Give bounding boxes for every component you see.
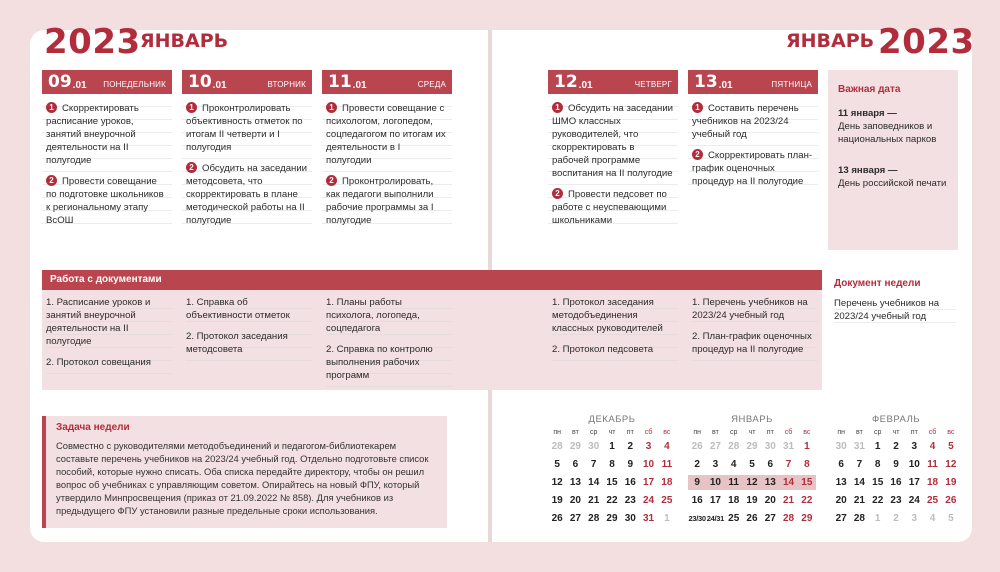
calendar-day: 7 [590, 459, 597, 470]
doc-item: 1. Перечень учебников на 2023/24 учебный год [692, 297, 808, 321]
weekday-label: вс [947, 429, 955, 436]
task-number-badge: 1 [692, 102, 703, 113]
calendar-day: 14 [779, 475, 797, 490]
weekday-label: сб [784, 429, 793, 436]
day-month: .01 [578, 80, 593, 91]
calendar-grid [548, 439, 676, 526]
day-header [42, 70, 172, 94]
task-text: Проконтролировать, как педагоги выполнили рабочие программы за I полугодие [326, 176, 434, 226]
task-item [692, 149, 814, 188]
calendar-day: 30 [764, 441, 776, 452]
doc-column [692, 296, 818, 364]
task-text: Обсудить на заседании ШМО классных руководителей, что скорректировать в рабочей программе воспитания на II полугодие [552, 103, 674, 179]
event-date: 13 января — [838, 165, 898, 176]
day-weekday: ЧЕТВЕРГ [634, 80, 672, 89]
calendar-day: 3 [911, 441, 918, 452]
day-body [42, 94, 172, 227]
doc-column [186, 296, 312, 364]
calendar-day: 7 [785, 459, 792, 470]
calendar-day: 19 [945, 477, 957, 488]
year-right: 2023 [878, 22, 975, 62]
calendar-day: 7 [856, 459, 863, 470]
weekday-label: сб [644, 429, 653, 436]
day-header [548, 70, 678, 94]
important-date-box [828, 70, 958, 250]
calendar-day: 23 [890, 495, 902, 506]
weekday-label: вт [856, 429, 863, 436]
calendar-day: 24 [908, 495, 920, 506]
calendar-day: 17 [709, 495, 721, 506]
weekday-label: вт [712, 429, 719, 436]
calendar-day: 16 [890, 477, 902, 488]
calendar-day: 25 [728, 513, 740, 524]
calendar-day: 8 [874, 459, 881, 470]
calendar-day: 20 [569, 495, 581, 506]
calendar-day: 22 [606, 495, 618, 506]
documents-section [42, 270, 822, 390]
calendar-day: 18 [728, 495, 740, 506]
calendar-day: 9 [627, 459, 634, 470]
calendar-grid [688, 439, 816, 526]
calendar-day: 2 [893, 441, 899, 452]
calendar-weekday-row [548, 429, 676, 436]
calendar-day: 3 [712, 459, 719, 470]
weekday-label: чт [892, 429, 900, 436]
day-weekday: ВТОРНИК [267, 80, 306, 89]
calendar-day: 6 [572, 459, 579, 470]
task-item [46, 175, 168, 227]
calendar-day: 16 [691, 495, 703, 506]
calendar-day: 16 [624, 477, 636, 488]
weekday-label: ср [590, 429, 598, 436]
calendar-day: 25 [927, 495, 939, 506]
task-item [46, 102, 168, 167]
calendar-month-name: ЯНВАРЬ [731, 414, 773, 425]
calendar-day: 23/30 [688, 514, 706, 523]
task-number-badge: 1 [552, 102, 563, 113]
calendar-day: 15 [798, 475, 816, 490]
calendar-day: 4 [730, 459, 737, 470]
weekday-label: пн [837, 429, 845, 436]
task-number-badge: 2 [326, 175, 337, 186]
calendar-day: 30 [835, 441, 847, 452]
calendar-day: 15 [872, 477, 884, 488]
calendar-day: 19 [746, 495, 758, 506]
calendar-day: 28 [853, 513, 865, 524]
day-column-mon [42, 70, 172, 235]
day-number: 10 [188, 72, 212, 92]
calendar-day: 2 [893, 513, 899, 524]
doc-item: 2. Протокол педсовета [552, 344, 654, 355]
event-date: 11 января — [838, 108, 897, 119]
doc-column [326, 296, 452, 390]
calendar-day: 27 [569, 513, 581, 524]
calendar-day: 5 [554, 459, 560, 470]
day-body [322, 94, 452, 227]
calendar-day: 6 [767, 459, 774, 470]
calendar-day: 22 [801, 495, 813, 506]
calendar-day: 2 [694, 459, 700, 470]
day-number: 13 [694, 72, 718, 92]
task-item [326, 102, 448, 167]
calendar-day: 27 [835, 513, 847, 524]
month-right: ЯНВАРЬ [786, 30, 875, 52]
calendar-day: 13 [761, 475, 779, 490]
day-number: 09 [48, 72, 72, 92]
weekday-label: чт [748, 429, 756, 436]
weekday-label: вс [663, 429, 671, 436]
weekday-label: сб [928, 429, 937, 436]
calendar-day: 5 [948, 513, 954, 524]
event-text: День заповедников и национальных парков [838, 121, 937, 145]
task-number-badge: 2 [46, 175, 57, 186]
calendar-day: 5 [948, 441, 954, 452]
calendar-day: 26 [945, 495, 957, 506]
calendar-day: 29 [569, 441, 581, 452]
calendar-day: 8 [609, 459, 615, 470]
task-text: Скорректировать расписание уроков, занятий внеурочной деятельности на II полугодие [46, 103, 139, 166]
calendar-day: 4 [664, 441, 670, 452]
doc-item: 1. Протокол заседания методобъединения классных руководителей [552, 297, 663, 334]
calendar-day: 9 [893, 459, 899, 470]
important-event [838, 107, 948, 146]
day-column-thu [548, 70, 678, 235]
task-item [186, 102, 308, 154]
task-text: Провести совещание с психологом, логопедом, соцпедагогом по итогам их деятельности в I полугодии [326, 103, 446, 166]
day-weekday: ПЯТНИЦА [771, 80, 812, 89]
weekday-label: пт [766, 429, 774, 436]
task-number-badge: 2 [552, 188, 563, 199]
document-of-week-title: Документ недели [834, 278, 921, 289]
calendar-february [832, 414, 960, 526]
calendar-weekday-row [688, 429, 816, 436]
calendar-day: 30 [624, 513, 636, 524]
day-body [688, 94, 818, 188]
calendar-day: 10 [706, 475, 724, 490]
calendar-day: 1 [874, 513, 881, 524]
task-number-badge: 2 [692, 149, 703, 160]
task-of-week-text: Совместно с руководителями методобъединений и педагогом-библиотекарем составьте перечень учебников на 2023/24 учебный год. Отдельно подготовьте список пособий, которые нужно списать. Оба списка передайте директору, чтобы он решил вопрос об учебниках с управляющим советом. Опирайтесь на новый ФПУ, который утвердило Минпросвещения (приказ от 21.09.2022 № 858). Для учебников из предыдущего ФПУ установили разные предельные сроки использования. [56, 440, 429, 516]
important-event [838, 164, 948, 190]
task-number-badge: 1 [186, 102, 197, 113]
calendar-day: 29 [746, 441, 758, 452]
calendar-day: 28 [551, 441, 563, 452]
day-number: 12 [554, 72, 578, 92]
calendar-day: 10 [643, 459, 655, 470]
calendar-day: 1 [664, 513, 670, 524]
calendar-day: 26 [551, 513, 563, 524]
calendar-day: 13 [835, 477, 847, 488]
calendar-day: 27 [764, 513, 776, 524]
day-column-tue [182, 70, 312, 235]
calendar-month-name: ДЕКАБРЬ [588, 414, 636, 425]
calendar-day: 24/31 [706, 514, 725, 523]
day-month: .01 [718, 80, 733, 91]
task-text: Проконтролировать объективность отметок по итогам II четверти и I полугодия [186, 103, 303, 153]
calendar-day: 21 [853, 495, 865, 506]
calendar-day: 12 [551, 477, 563, 488]
calendar-day: 27 [709, 441, 721, 452]
day-month: .01 [352, 80, 367, 91]
calendar-day: 10 [908, 459, 920, 470]
calendar-day: 19 [551, 495, 563, 506]
calendar-weekday-row [832, 429, 960, 436]
task-of-week [42, 416, 447, 528]
calendar-day: 13 [569, 477, 581, 488]
calendar-day: 31 [643, 513, 655, 524]
day-body [548, 94, 678, 227]
calendar-day: 29 [606, 513, 618, 524]
calendar-day: 1 [804, 441, 810, 452]
task-item [326, 175, 448, 227]
weekday-label: пн [553, 429, 561, 436]
calendar-day: 11 [725, 475, 743, 490]
calendar-day: 21 [783, 495, 795, 506]
calendar-day: 29 [801, 513, 813, 524]
task-text: Провести педсовет по работе с неуспевающими школьниками [552, 189, 667, 226]
calendar-day: 20 [764, 495, 776, 506]
document-of-week [834, 278, 956, 323]
task-of-week-title: Задача недели [56, 422, 130, 433]
calendar-day: 22 [872, 495, 884, 506]
calendar-day: 23 [624, 495, 636, 506]
task-item [552, 102, 674, 180]
calendar-day: 4 [929, 513, 936, 524]
calendar-day: 31 [853, 441, 865, 452]
calendar-day: 28 [728, 441, 740, 452]
calendar-day: 14 [853, 477, 865, 488]
calendar-day: 17 [908, 477, 920, 488]
weekday-label: пт [626, 429, 634, 436]
doc-column [46, 296, 172, 377]
day-body [182, 94, 312, 227]
weekday-label: ср [874, 429, 882, 436]
weekday-label: чт [608, 429, 616, 436]
task-number-badge: 2 [186, 162, 197, 173]
calendar-day: 1 [874, 441, 881, 452]
calendar-day: 26 [746, 513, 758, 524]
doc-item: 2. Протокол заседания методсовета [186, 331, 288, 355]
documents-title: Работа с документами [42, 270, 822, 290]
calendar-january [688, 414, 816, 526]
calendar-december [548, 414, 676, 526]
task-item [186, 162, 308, 227]
calendar-day: 1 [609, 441, 615, 452]
doc-item: 2. План-график оценочных процедур на II полугодие [692, 331, 812, 355]
calendar-day: 21 [588, 495, 600, 506]
task-number-badge: 1 [46, 102, 57, 113]
day-weekday: СРЕДА [417, 80, 446, 89]
doc-item: 1. Расписание уроков и занятий внеурочной деятельности на II полугодие [46, 297, 151, 347]
calendar-day: 5 [749, 459, 755, 470]
calendar-day: 2 [627, 441, 634, 452]
weekday-label: вт [572, 429, 579, 436]
calendar-day: 24 [643, 495, 655, 506]
calendar-day: 15 [606, 477, 618, 488]
weekday-label: вс [803, 429, 811, 436]
calendar-day: 6 [838, 459, 844, 470]
task-text: Провести совещание по подготовке школьников к региональному этапу ВсОШ [46, 176, 164, 226]
calendar-day: 26 [691, 441, 703, 452]
document-of-week-text: Перечень учебников на 2023/24 учебный год [834, 297, 956, 323]
calendar-day: 28 [783, 513, 795, 524]
day-weekday: ПОНЕДЕЛЬНИК [103, 80, 166, 89]
task-item [552, 188, 674, 227]
calendar-day: 18 [661, 477, 673, 488]
doc-item: 1. Справка об объективности отметок [186, 297, 290, 321]
calendar-day: 4 [929, 441, 936, 452]
task-number-badge: 1 [326, 102, 337, 113]
weekday-label: ср [730, 429, 738, 436]
event-text: День российской печати [838, 178, 947, 189]
day-column-wed [322, 70, 452, 235]
calendar-day: 25 [661, 495, 673, 506]
task-text: Скорректировать план-график оценочных процедур на II полугодие [692, 150, 813, 187]
month-left: ЯНВАРЬ [140, 30, 229, 52]
day-header [182, 70, 312, 94]
calendar-day: 12 [945, 459, 957, 470]
calendar-month-name: ФЕВРАЛЬ [871, 414, 921, 425]
calendar-grid [832, 439, 960, 526]
day-month: .01 [72, 80, 87, 91]
calendar-day: 8 [804, 459, 810, 470]
calendar-day: 30 [588, 441, 600, 452]
calendar-day: 9 [688, 475, 706, 490]
calendar-day: 11 [661, 459, 673, 470]
calendar-day: 31 [783, 441, 795, 452]
doc-column [552, 296, 678, 364]
day-column-fri [688, 70, 818, 196]
calendar-day: 3 [911, 513, 918, 524]
day-header [322, 70, 452, 94]
doc-item: 2. Протокол совещания [46, 357, 151, 368]
calendar-day: 12 [743, 475, 761, 490]
doc-item: 2. Справка по контролю выполнения рабочих программ [326, 344, 433, 381]
weekday-label: пт [910, 429, 918, 436]
weekday-label: пн [693, 429, 701, 436]
year-left: 2023 [44, 22, 141, 62]
day-number: 11 [328, 72, 352, 92]
calendar-day: 11 [927, 459, 938, 470]
task-text: Составить перечень учебников на 2023/24 учебный год [692, 103, 799, 140]
doc-item: 1. Планы работы психолога, логопеда, соцпедагога [326, 297, 420, 334]
calendar-day: 17 [643, 477, 655, 488]
day-month: .01 [212, 80, 227, 91]
day-header [688, 70, 818, 94]
calendar-day: 20 [835, 495, 847, 506]
calendar-day: 18 [927, 477, 939, 488]
calendar-day: 3 [645, 441, 652, 452]
calendar-day: 28 [588, 513, 600, 524]
task-text: Обсудить на заседании методсовета, что скорректировать в плане методической работы на II полугодие [186, 163, 308, 226]
task-item [692, 102, 814, 141]
calendar-day: 14 [588, 477, 600, 488]
important-date-title: Важная дата [838, 84, 901, 95]
